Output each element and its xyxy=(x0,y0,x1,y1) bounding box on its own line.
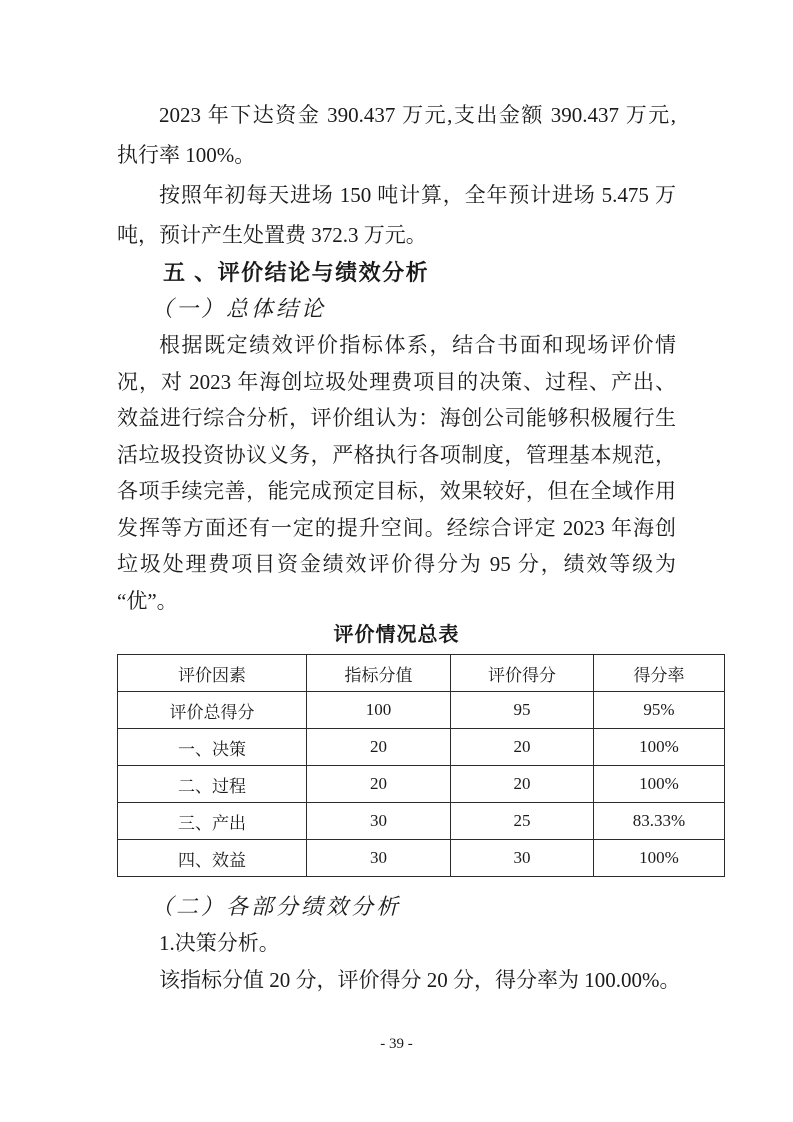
text-line: 吨，预计产生处置费 372.3 万元。 xyxy=(117,223,427,247)
table-cell: 30 xyxy=(451,840,594,877)
text-line: 发挥等方面还有一定的提升空间。经综合评定 2023 年海创 xyxy=(117,515,676,540)
table-cell: 95% xyxy=(594,692,725,729)
intro-paragraphs xyxy=(117,95,676,255)
section-heading: 五 、评价结论与绩效分析 xyxy=(163,260,430,285)
analysis-paragraphs xyxy=(117,925,681,999)
table-cell: 一、决策 xyxy=(118,729,307,766)
table-header-row xyxy=(118,655,725,692)
table-cell: 20 xyxy=(451,729,594,766)
table-cell: 三、产出 xyxy=(118,803,307,840)
text-line: 按照年初每天进场 150 吨计算，全年预计进场 5.475 万 xyxy=(159,183,676,207)
table-cell: 评价总得分 xyxy=(118,692,307,729)
table-cell: 30 xyxy=(307,803,451,840)
subsection-heading-overall-conclusion: （一）总体结论 xyxy=(151,296,327,321)
text-line: 垃圾处理费项目资金绩效评价得分为 95 分，绩效等级为 xyxy=(117,552,676,576)
table-row xyxy=(118,729,725,766)
table-cell: 20 xyxy=(451,766,594,803)
text-line: “优”。 xyxy=(117,588,178,613)
text-line: 根据既定绩效评价指标体系，结合书面和现场评价情 xyxy=(159,333,676,357)
table-cell: 20 xyxy=(307,729,451,766)
table-cell: 100% xyxy=(594,729,725,766)
table-header-cell: 得分率 xyxy=(594,655,725,692)
page-number: - 39 - xyxy=(380,1036,413,1052)
text-line: 2023 年下达资金 390.437 万元,支出金额 390.437 万元, xyxy=(159,103,676,127)
table-row xyxy=(118,803,725,840)
text-line: 执行率 100%。 xyxy=(117,143,256,167)
table-cell: 二、过程 xyxy=(118,766,307,803)
table-header-cell: 评价因素 xyxy=(118,655,307,692)
table-cell: 100% xyxy=(594,840,725,877)
text-line: 各项手续完善，能完成预定目标，效果较好，但在全域作用 xyxy=(117,479,676,503)
table-cell: 95 xyxy=(451,692,594,729)
text-line: 该指标分值 20 分，评价得分 20 分，得分率为 100.00%。 xyxy=(159,968,681,992)
text-line: 1.决策分析。 xyxy=(159,931,280,955)
conclusion-paragraph xyxy=(117,327,676,619)
table-title: 评价情况总表 xyxy=(333,624,460,646)
table-row xyxy=(118,655,725,692)
table-header-cell: 指标分值 xyxy=(307,655,451,692)
text-line: 效益进行综合分析，评价组认为：海创公司能够积极履行生 xyxy=(117,406,676,430)
table-cell: 30 xyxy=(307,840,451,877)
table-row xyxy=(118,692,725,729)
table-body xyxy=(118,692,725,877)
evaluation-summary-table xyxy=(117,654,725,877)
table-cell: 四、效益 xyxy=(118,840,307,877)
table-cell: 83.33% xyxy=(594,803,725,840)
page-content xyxy=(117,0,686,999)
table-row xyxy=(118,766,725,803)
text-line: 活垃圾投资协议义务，严格执行各项制度，管理基本规范， xyxy=(117,442,676,467)
table-header-cell: 评价得分 xyxy=(451,655,594,692)
table-cell: 100 xyxy=(307,692,451,729)
subsection-heading-part-analysis: （二）各部分绩效分析 xyxy=(151,894,402,919)
table-row xyxy=(118,840,725,877)
text-line: 况，对 2023 年海创垃圾处理费项目的决策、过程、产出、 xyxy=(117,369,676,394)
table-cell: 100% xyxy=(594,766,725,803)
table-cell: 20 xyxy=(307,766,451,803)
table-cell: 25 xyxy=(451,803,594,840)
